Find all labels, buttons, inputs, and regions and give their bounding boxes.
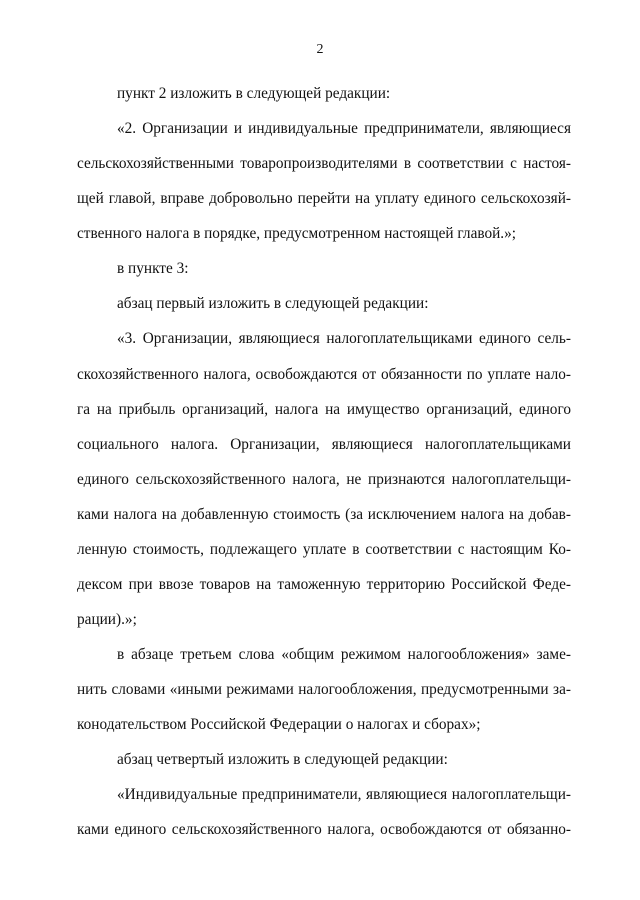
text-line: в абзаце третьем слова «общим режимом налогообложения» заме- — [117, 646, 571, 663]
text-line: пункт 2 изложить в следующей редакции: — [117, 85, 391, 102]
text-line: ками единого сельскохозяйственного налога, освобождаются от обязанно- — [77, 821, 571, 838]
text-line: щей главой, вправе добровольно перейти на уплату единого сельскохозяй- — [77, 190, 571, 207]
text-line: «3. Организации, являющиеся налогоплательщиками единого сель- — [117, 330, 571, 347]
text-line: единого сельскохозяйственного налога, не признаются налогоплательщи- — [77, 471, 571, 488]
text-line: «Индивидуальные предприниматели, являющиеся налогоплательщи- — [117, 786, 571, 803]
text-line: га на прибыль организаций, налога на имущество организаций, единого — [77, 401, 571, 418]
text-line: скохозяйственного налога, освобождаются от обязанности по уплате нало- — [77, 366, 571, 383]
text-line: ственного налога в порядке, предусмотренном настоящей главой.»; — [77, 225, 517, 242]
text-line: «2. Организации и индивидуальные предприниматели, являющиеся — [117, 120, 571, 137]
text-line: социального налога. Организации, являющиеся налогоплательщиками — [77, 436, 571, 453]
page-number: 2 — [316, 42, 324, 57]
text-line: ками налога на добавленную стоимость (за исключением налога на добав- — [77, 506, 571, 523]
text-line: рации).»; — [77, 611, 137, 628]
text-line: дексом при ввозе товаров на таможенную территорию Российской Феде- — [77, 576, 571, 593]
text-line: нить словами «иными режимами налогообложения, предусмотренными за- — [77, 681, 571, 698]
text-line: сельскохозяйственными товаропроизводителями в соответствии с настоя- — [77, 155, 571, 172]
text-line: в пункте 3: — [117, 260, 189, 277]
text-line: абзац первый изложить в следующей редакции: — [117, 295, 429, 312]
text-line: абзац четвертый изложить в следующей редакции: — [117, 751, 448, 768]
text-line: конодательством Российской Федерации о налогах и сборах»; — [77, 716, 481, 733]
text-line: ленную стоимость, подлежащего уплате в соответствии с настоящим Ко- — [77, 541, 571, 558]
